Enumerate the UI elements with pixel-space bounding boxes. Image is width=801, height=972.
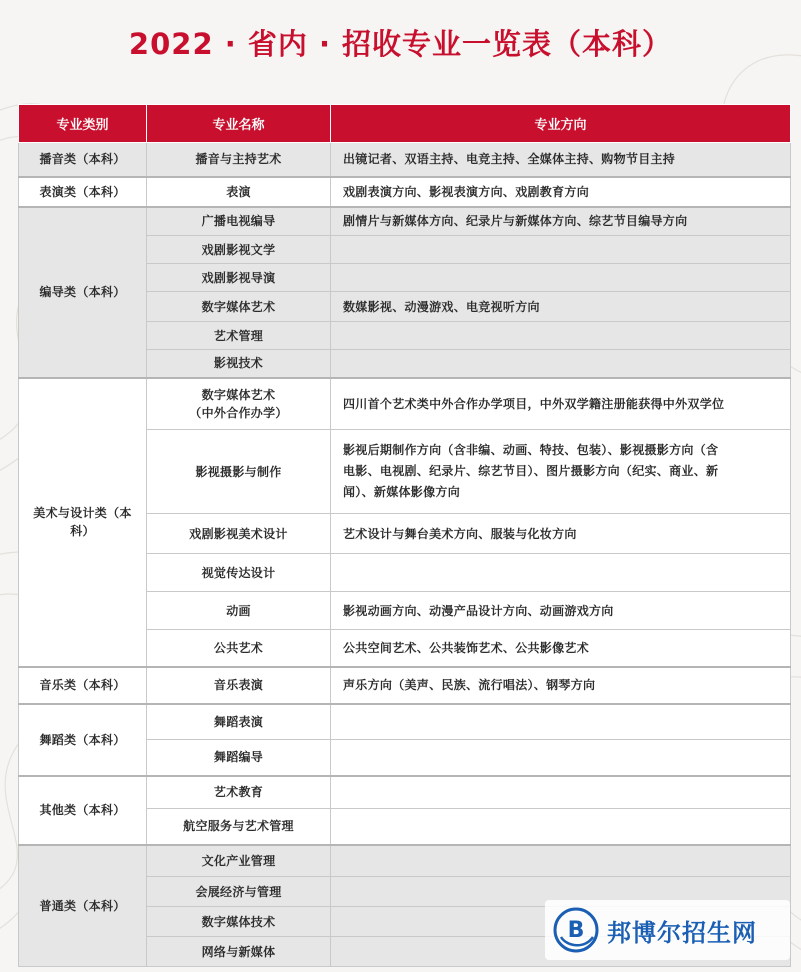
major-direction-cell: 影视动画方向、动漫产品设计方向、动画游戏方向	[331, 592, 791, 630]
major-name-line1: 数字媒体艺术	[201, 387, 276, 402]
table-row	[19, 143, 791, 177]
major-name-cell: 戏剧影视文学	[147, 236, 331, 264]
major-name-cell: 音乐表演	[147, 667, 331, 704]
category-cell: 表演类（本科）	[19, 177, 147, 207]
header-category: 专业类别	[19, 105, 147, 143]
major-direction-cell	[331, 430, 791, 514]
table-row	[19, 378, 791, 430]
major-name-cell: 播音与主持艺术	[147, 143, 331, 177]
major-direction-cell: 声乐方向（美声、民族、流行唱法）、钢琴方向	[331, 667, 791, 704]
category-cell: 音乐类（本科）	[19, 667, 147, 704]
major-name-cell: 戏剧影视美术设计	[147, 514, 331, 554]
major-name-cell	[147, 378, 331, 430]
major-direction-cell: 四川首个艺术类中外合作办学项目，中外双学籍注册能获得中外双学位	[331, 378, 791, 430]
table-row	[19, 177, 791, 207]
major-name-line2: （中外合作办学）	[189, 405, 288, 420]
table-row	[19, 776, 791, 809]
major-direction-cell	[331, 845, 791, 877]
major-direction-cell	[331, 236, 791, 264]
majors-table	[18, 104, 791, 967]
major-direction-cell: 戏剧表演方向、影视表演方向、戏剧教育方向	[331, 177, 791, 207]
major-direction-cell	[331, 264, 791, 292]
category-cell: 舞蹈类（本科）	[19, 704, 147, 776]
major-direction-cell	[331, 322, 791, 350]
site-watermark[interactable]	[545, 900, 790, 960]
watermark-text: 邦博尔招生网	[607, 917, 757, 947]
major-name-cell: 艺术管理	[147, 322, 331, 350]
table-row	[19, 207, 791, 236]
major-direction-cell: 数媒影视、动漫游戏、电竞视听方向	[331, 292, 791, 322]
table-header-row	[19, 105, 791, 143]
major-name-cell: 广播电视编导	[147, 207, 331, 236]
major-name-cell: 舞蹈表演	[147, 704, 331, 740]
category-label: 美术与设计类（本科）	[33, 506, 132, 538]
major-direction-cell: 剧情片与新媒体方向、纪录片与新媒体方向、综艺节目编导方向	[331, 207, 791, 236]
major-name-cell: 影视摄影与制作	[147, 430, 331, 514]
major-name-cell: 文化产业管理	[147, 845, 331, 877]
major-direction-line3: 闻）、新媒体影像方向	[343, 485, 461, 499]
major-direction-cell	[331, 740, 791, 776]
major-name-cell: 戏剧影视导演	[147, 264, 331, 292]
major-name-cell: 表演	[147, 177, 331, 207]
major-direction-cell	[331, 350, 791, 378]
major-name-cell: 艺术教育	[147, 776, 331, 809]
major-direction-cell	[331, 776, 791, 809]
category-cell	[19, 378, 147, 667]
category-cell: 编导类（本科）	[19, 207, 147, 378]
category-cell: 播音类（本科）	[19, 143, 147, 177]
major-name-cell: 数字媒体艺术	[147, 292, 331, 322]
major-direction-line2: 电影、电视剧、纪录片、综艺节目）、图片摄影方向（纪实、商业、新	[343, 464, 719, 478]
major-name-cell: 会展经济与管理	[147, 877, 331, 907]
page-title: 2022 · 省内 · 招收专业一览表（本科）	[128, 27, 673, 61]
header-major-direction: 专业方向	[331, 105, 791, 143]
major-direction-cell: 出镜记者、双语主持、电竞主持、全媒体主持、购物节目主持	[331, 143, 791, 177]
watermark-logo-letter: B	[567, 918, 585, 943]
category-cell: 其他类（本科）	[19, 776, 147, 845]
major-name-cell: 公共艺术	[147, 630, 331, 667]
major-direction-cell	[331, 554, 791, 592]
watermark-logo-icon	[553, 907, 599, 953]
category-cell: 普通类（本科）	[19, 845, 147, 967]
header-major-name: 专业名称	[147, 105, 331, 143]
major-direction-cell: 艺术设计与舞台美术方向、服装与化妆方向	[331, 514, 791, 554]
major-name-cell: 舞蹈编导	[147, 740, 331, 776]
major-name-cell: 数字媒体技术	[147, 907, 331, 937]
table-row	[19, 845, 791, 877]
major-name-cell: 网络与新媒体	[147, 937, 331, 967]
table-row	[19, 704, 791, 740]
major-direction-line1: 影视后期制作方向（含非编、动画、特技、包装）、影视摄影方向（含	[343, 443, 719, 457]
major-name-cell: 航空服务与艺术管理	[147, 809, 331, 845]
major-direction-cell	[331, 809, 791, 845]
major-name-cell: 视觉传达设计	[147, 554, 331, 592]
major-name-cell: 影视技术	[147, 350, 331, 378]
major-name-cell: 动画	[147, 592, 331, 630]
table-row	[19, 667, 791, 704]
major-direction-cell: 公共空间艺术、公共装饰艺术、公共影像艺术	[331, 630, 791, 667]
major-direction-cell	[331, 704, 791, 740]
